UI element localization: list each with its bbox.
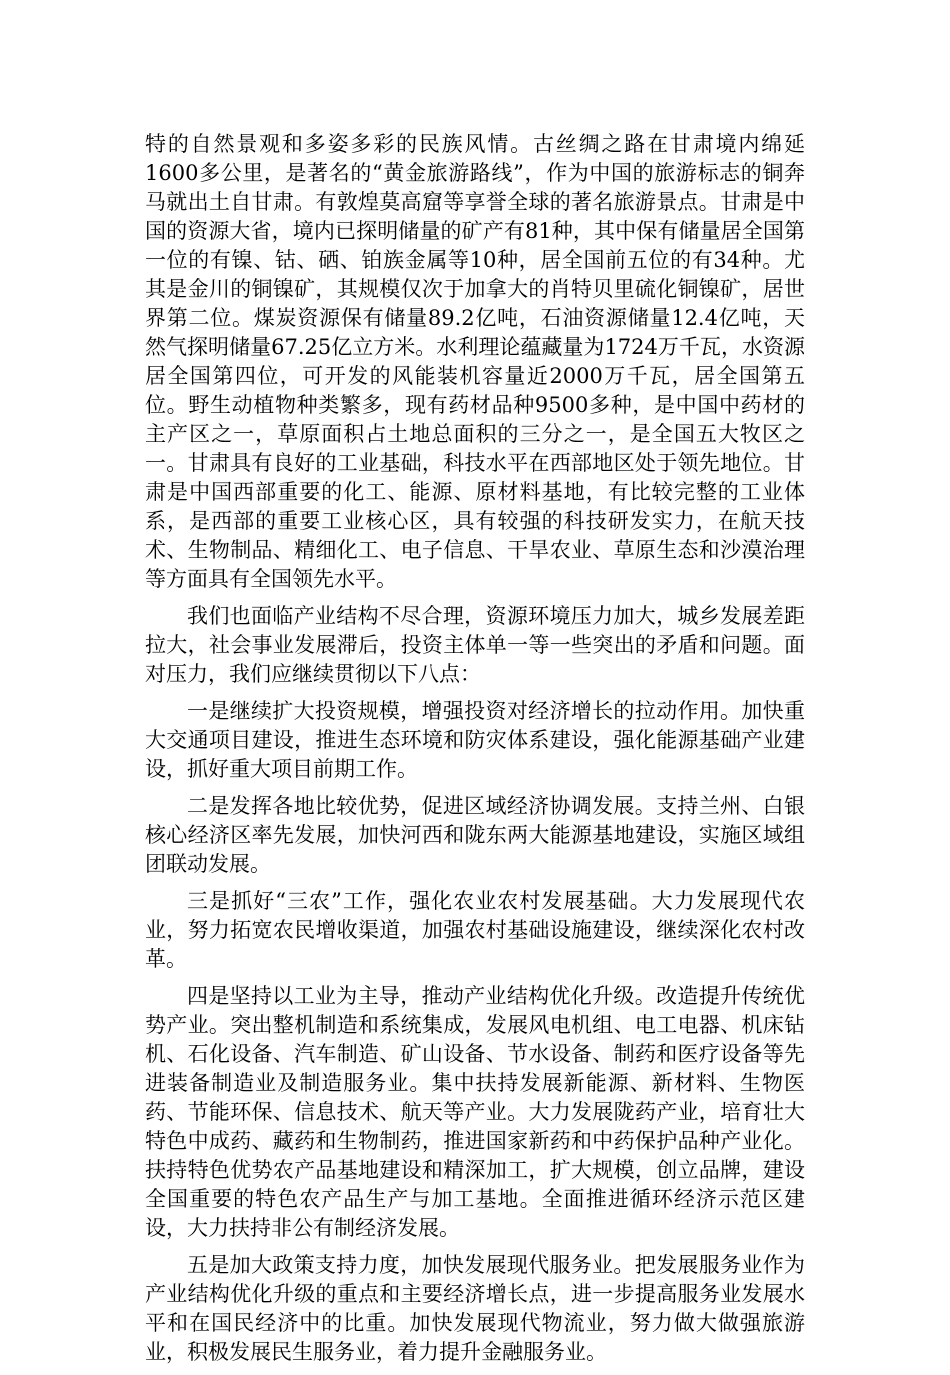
- paragraph-point-one: 一是继续扩大投资规模，增强投资对经济增长的拉动作用。加快重大交通项目建设，推进生态环境和防灾体系建设，强化能源基础产业建设，抓好重大项目前期工作。: [145, 699, 805, 781]
- paragraph-resources: 特的自然景观和多姿多彩的民族风情。古丝绸之路在甘肃境内绵延1600多公里，是著名的“黄金旅游路线”，作为中国的旅游标志的铜奔马就出土自甘肃。有敦煌莫高窟等享誉全球的著名旅游景点。甘肃是中国的资源大省，境内已探明储量的矿产有81种，其中保有储量居全国第一位的有镍、钴、硒、铂族金属等10种，居全国前五位的有34种。尤其是金川的铜镍矿，其规模仅次于加拿大的肖特贝里硫化铜镍矿，居世界第二位。煤炭资源保有储量89.2亿吨，石油资源储量12.4亿吨，天然气探明储量67.25亿立方米。水利理论蕴藏量为1724万千瓦，水资源居全国第四位，可开发的风能装机容量近2000万千瓦，居全国第五位。野生动植物种类繁多，现有药材品种9500多种，是中国中药材的主产区之一，草原面积占土地总面积的三分之一，是全国五大牧区之一。甘肃具有良好的工业基础，科技水平在西部地区处于领先地位。甘肃是中国西部重要的化工、能源、原材料基地，有比较完整的工业体系，是西部的重要工业核心区，具有较强的科技研发实力，在航天技术、生物制品、精细化工、电子信息、干旱农业、草原生态和沙漠治理等方面具有全国领先水平。: [145, 132, 805, 591]
- paragraph-point-five: 五是加大政策支持力度，加快发展现代服务业。把发展服务业作为产业结构优化升级的重点和主要经济增长点，进一步提高服务业发展水平和在国民经济中的比重。加快发展现代物流业，努力做大做强旅游业，积极发展民生服务业，着力提升金融服务业。: [145, 1253, 805, 1364]
- paragraph-challenges: 我们也面临产业结构不尽合理，资源环境压力加大，城乡发展差距拉大，社会事业发展滞后，投资主体单一等一些突出的矛盾和问题。面对压力，我们应继续贯彻以下八点：: [145, 604, 805, 686]
- paragraph-point-three: 三是抓好“三农”工作，强化农业农村发展基础。大力发展现代农业，努力拓宽农民增收渠道，加强农村基础设施建设，继续深化农村改革。: [145, 889, 805, 971]
- paragraph-point-two: 二是发挥各地比较优势，促进区域经济协调发展。支持兰州、白银核心经济区率先发展，加快河西和陇东两大能源基地建设，实施区域组团联动发展。: [145, 794, 805, 876]
- document-body: [145, 130, 805, 1375]
- paragraph-point-four: 四是坚持以工业为主导，推动产业结构优化升级。改造提升传统优势产业。突出整机制造和系统集成，发展风电机组、电工电器、机床钻机、石化设备、汽车制造、矿山设备、节水设备、制药和医疗设备等先进装备制造业及制造服务业。集中扶持发展新能源、新材料、生物医药、节能环保、信息技术、航天等产业。大力发展陇药产业，培育壮大特色中成药、藏药和生物制药，推进国家新药和中药保护品种产业化。扶持特色优势农产品基地建设和精深加工，扩大规模，创立品牌，建设全国重要的特色农产品生产与加工基地。全面推进循环经济示范区建设，大力扶持非公有制经济发展。: [145, 984, 805, 1240]
